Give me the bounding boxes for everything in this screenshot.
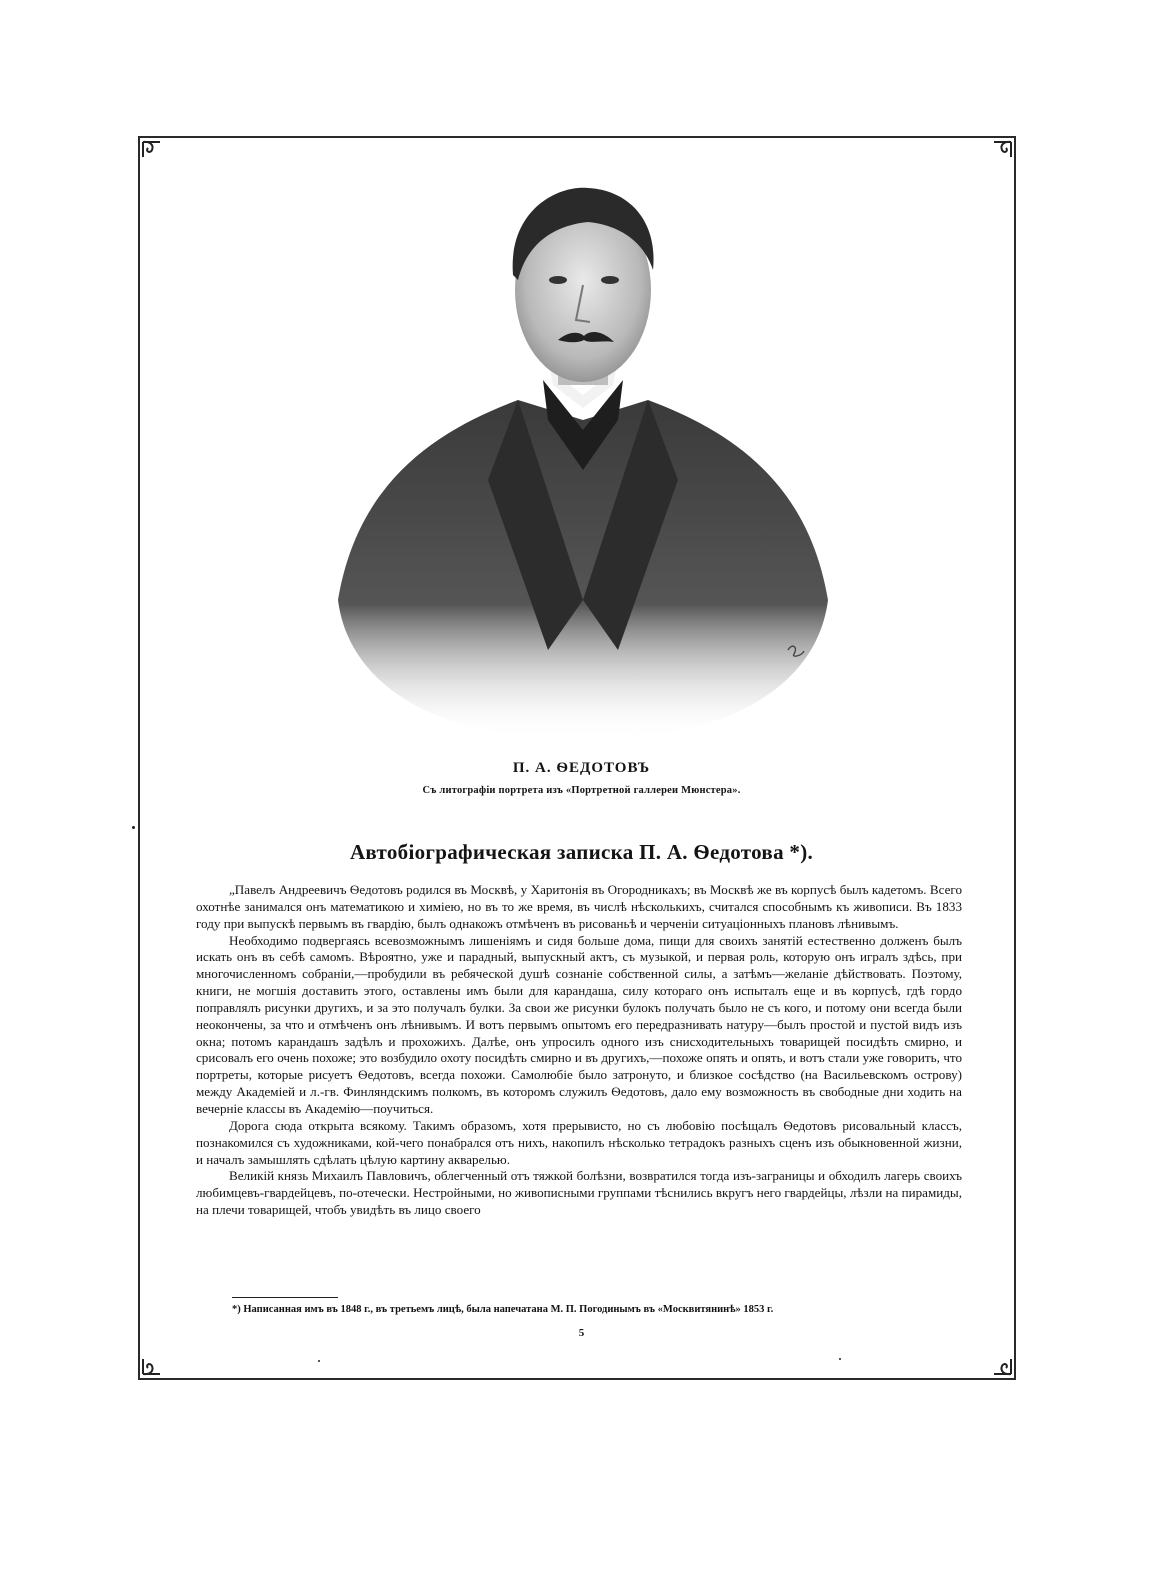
- corner-ornament-top-left: [140, 139, 164, 161]
- print-speck: [132, 826, 135, 829]
- article-body: [196, 882, 962, 1219]
- paragraph: Великій князь Михаилъ Павловичъ, облегченный отъ тяжкой болѣзни, возвратился тогда изъ-заграницы и обходилъ лагерь своихъ любимцевъ-гвардейцевъ, по-отечески. Нестройными, но живописными группами тѣснились вкругъ него гвардейцы, лѣзли на пирамиды, на плечи товарищей, чтобъ увидѣть въ лицо своего: [196, 1168, 962, 1218]
- footnote-rule: [232, 1297, 338, 1298]
- print-speck: [318, 1360, 320, 1362]
- paragraph: Дорога сюда открыта всякому. Такимъ образомъ, хотя прерывисто, но съ любовію посѣщалъ Ѳедотовъ рисовальный классъ, познакомился съ художниками, кой-чего понабрался отъ нихъ, накопилъ нѣсколько тетрадокъ разныхъ сценъ изъ обыкновенной жизни, и началъ замышлять сдѣлать цѣлую картину акварелью.: [196, 1117, 962, 1167]
- paragraph: Необходимо подвергаясь всевозможнымъ лишеніямъ и сидя больше дома, пищи для своихъ занятій естественно долженъ былъ искать онъ въ себѣ самомъ. Вѣроятно, уже и парадный, выпускный актъ, съ музыкой, и первая роль, которую онъ игралъ здѣсь, при многочисленномъ собраніи,—пробудили въ ребяческой душѣ сознаніе собственной силы, а затѣмъ—желаніе дѣйствовать. Поэтому, книги, не могшія доставить этого, оставлены имъ были для карандаша, силу котораго онъ испыталъ еще и въ корпусѣ, гдѣ гордо поправлялъ рисунки другихъ, и за это получалъ булки. За свои же рисунки булокъ получать было не съ кого, и потому они всегда были неокончены, за что и отмѣченъ онъ лѣнивымъ. И вотъ первымъ опытомъ его передразнивать натуру—былъ простой и пустой видъ изъ окна; потомъ карандашъ задѣлъ и прохожихъ. Далѣе, онъ упросилъ одного изъ снисходительныхъ товарищей посидѣть смирно, и срисовалъ его очень похоже; это возбудило охоту посидѣть смирно и въ другихъ,—похоже опять и опять, и вотъ стали уже говорить, что портреты, которые рисуетъ Ѳедотовъ, всегда похожи. Самолюбіе было затронуто, и близкое сосѣдство (на Васильевскомъ острову) между Академіей и л.-гв. Финляндскимъ полкомъ, въ которомъ служилъ Ѳедотовъ, дало ему возможность въ свободные дни ходить на вечерніе классы въ Академію—поучиться.: [196, 932, 962, 1116]
- portrait-lithograph: [318, 180, 848, 740]
- paragraph: „Павелъ Андреевичъ Ѳедотовъ родился въ Москвѣ, у Харитонія въ Огородникахъ; въ Москвѣ же въ корпусѣ былъ кадетомъ. Всего охотнѣе занимался онъ математикою и химіею, но въ то же время, въ числѣ нѣсколькихъ, считался способнымъ къ живописи. Въ 1833 году при выпускѣ первымъ въ гвардію, былъ однакожъ отмѣченъ въ рисованьѣ и черченіи ситуаціонныхъ плановъ лѣнивымъ.: [196, 882, 962, 931]
- portrait-caption-source: Съ литографіи портрета изъ «Портретной галлереи Мюнстера».: [422, 785, 741, 796]
- corner-ornament-top-right: [990, 139, 1014, 161]
- corner-ornament-bottom-right: [990, 1355, 1014, 1377]
- corner-ornament-bottom-left: [140, 1355, 164, 1377]
- print-speck: [839, 1358, 841, 1360]
- page-number: 5: [578, 1327, 585, 1339]
- portrait-caption-name: П. А. ѲЕДОТОВЪ: [512, 760, 651, 776]
- footnote: *) Написанная имъ въ 1848 г., въ третьемъ лицѣ, была напечатана М. П. Погодинымъ въ «Москвитянинѣ» 1853 г.: [232, 1304, 774, 1315]
- article-title: Автобіографическая записка П. А. Ѳедотова *).: [349, 840, 814, 864]
